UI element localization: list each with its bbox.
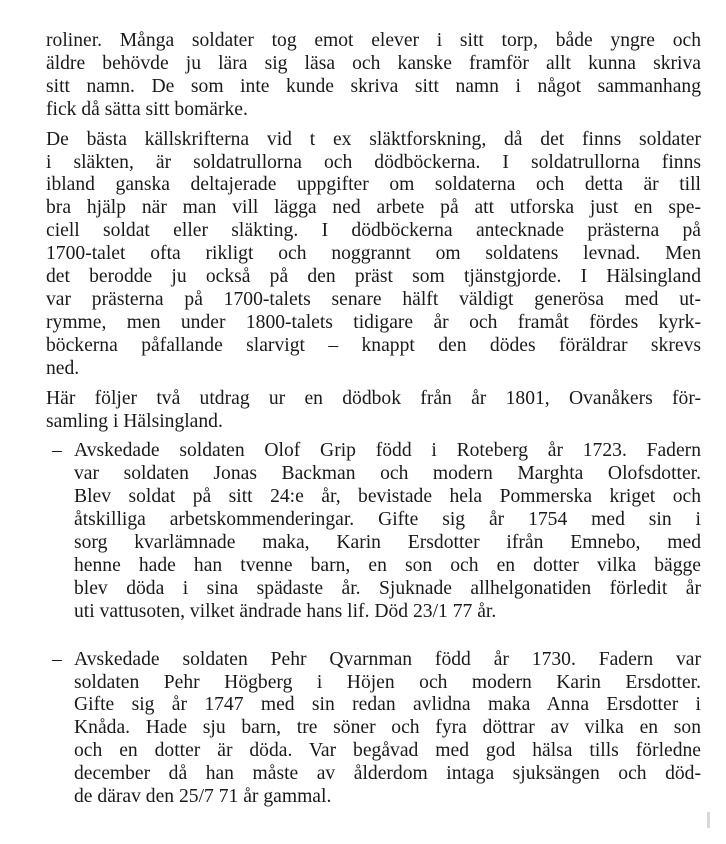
paragraph-source-records (46, 129, 701, 381)
text-line: och en dotter är döda. Var begåvad med god hälsa tills förledne (74, 740, 701, 762)
text-line: 1700-talet ofta rikligt och noggrannt om soldatens levnad. Men (46, 243, 701, 265)
text-line: december då han måste av ålderdom intaga sjuksängen och död- (74, 763, 701, 785)
text-line: fick då sätta sitt bomärke. (46, 98, 248, 120)
document-page (46, 30, 701, 809)
text-line: Knåda. Hade sju barn, tre söner och fyra döttrar av vilka en son (74, 717, 701, 739)
text-line: bra hjälp när man vill lägga ned arbete på att utforska just en spe- (46, 197, 701, 219)
text-line: det berodde ju också på den präst som tjänstgjorde. I Hälsingland (46, 266, 701, 288)
text-line: rymme, men under 1800-talets tidigare år och framåt fördes kyrk- (46, 311, 701, 333)
list-dash: – (52, 440, 62, 462)
text-line: sorg kvarlämnade maka, Karin Ersdotter ifrån Emnebo, med (74, 532, 701, 554)
text-line: var prästerna på 1700-talets senare hälft väldigt generösa med ut- (46, 288, 701, 310)
text-line: uti vattusoten, vilket ändrade hans lif. Död 23/1 77 år. (74, 600, 497, 622)
list-item-olof-grip (46, 440, 701, 623)
scan-artifact (707, 812, 710, 828)
text-line: de därav den 25/7 71 år gammal. (74, 786, 332, 808)
text-line: De bästa källskrifterna vid t ex släktforskning, då det finns soldater (46, 128, 701, 150)
paragraph-introduction (46, 388, 701, 434)
text-line: roliner. Många soldater tog emot elever i sitt torp, både yngre och (46, 30, 701, 51)
text-line: sitt namn. De som inte kunde skriva sitt namn i något sammanhang (46, 75, 701, 97)
text-line: ned. (46, 357, 80, 379)
text-line: blev döda i sina spädaste år. Sjuknade allhelgonatiden förledit år (74, 577, 701, 599)
text-line: böckerna påfallande slarvigt – knappt den dödes föräldrar skrevs (46, 334, 701, 356)
text-line: Blev soldat på sitt 24:e år, bevistade hela Pommerska kriget och (74, 486, 701, 508)
text-line: Gifte sig år 1747 med sin redan avlidna maka Anna Ersdotter i (74, 694, 701, 716)
text-line: i släkten, är soldatrullorna och dödböckerna. I soldatrullorna finns (46, 151, 701, 173)
text-line: soldaten Pehr Högberg i Höjen och modern Karin Ersdotter. (74, 671, 701, 693)
text-line: äldre behövde ju lära sig läsa och kanske framför allt kunna skriva (46, 52, 701, 74)
text-line: Avskedade soldaten Olof Grip född i Roteberg år 1723. Fadern (74, 440, 701, 462)
list-dash: – (52, 648, 62, 670)
text-line: ciell soldat eller släkting. I dödböckerna antecknade prästerna på (46, 220, 701, 242)
text-line: Avskedade soldaten Pehr Qvarnman född år 1730. Fadern var (74, 648, 701, 670)
text-line: var soldaten Jonas Backman och modern Marghta Olofsdotter. (74, 463, 701, 485)
text-line: samling i Hälsingland. (46, 410, 223, 432)
paragraph-soldier-teaching (46, 30, 701, 122)
text-line: Här följer två utdrag ur en dödbok från år 1801, Ovanåkers för- (46, 387, 701, 409)
list-item-pehr-qvarnman (46, 649, 701, 809)
text-line: åtskilliga arbetskommenderingar. Gifte sig år 1754 med sin i (74, 509, 701, 531)
text-line: henne hade han tvenne barn, en son och en dotter vilka bägge (74, 554, 701, 576)
text-line: ibland ganska deltajerade uppgifter om soldaterna och detta är till (46, 174, 701, 196)
